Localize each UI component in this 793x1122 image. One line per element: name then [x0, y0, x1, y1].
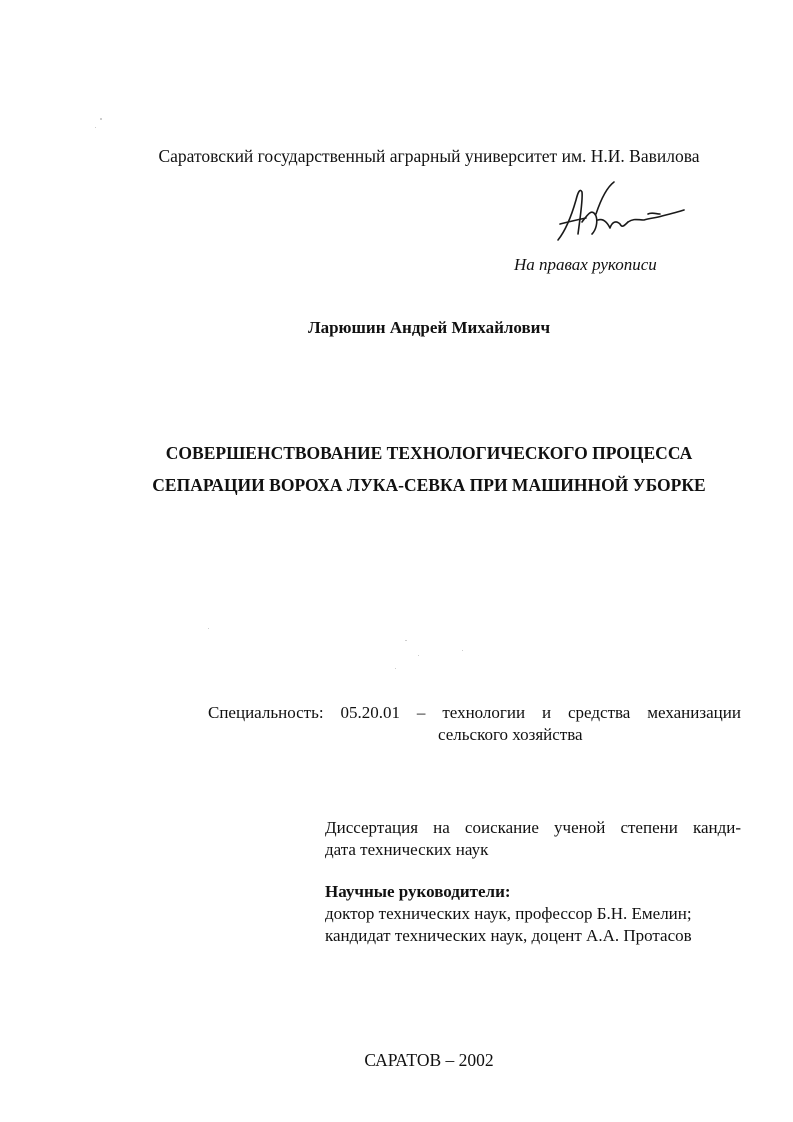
specialty-line-1	[208, 703, 741, 723]
specialty-word: Специальность:	[208, 703, 324, 722]
handwritten-signature	[552, 178, 690, 250]
specialty-word: и	[542, 703, 552, 722]
scan-speck	[418, 655, 419, 656]
dissertation-word: соискание	[464, 818, 539, 837]
title-line-1: СОВЕРШЕНСТВОВАНИЕ ТЕХНОЛОГИЧЕСКОГО ПРОЦЕССА	[165, 443, 693, 463]
manuscript-note: На правах рукописи	[514, 255, 657, 274]
dissertation-word: степени	[620, 818, 678, 837]
title-line-2: СЕПАРАЦИИ ВОРОХА ЛУКА-СЕВКА ПРИ МАШИННОЙ УБОРКЕ	[152, 475, 706, 495]
supervisor-item: кандидат технических наук, доцент А.А. Протасов	[325, 926, 692, 945]
specialty-word: –	[416, 703, 426, 722]
scan-speck	[405, 640, 407, 641]
supervisors-heading: Научные руководители:	[325, 882, 511, 901]
specialty-word: средства	[568, 703, 631, 722]
dissertation-word: на	[433, 818, 450, 837]
scan-speck	[395, 668, 396, 669]
scan-speck	[100, 118, 102, 120]
dissertation-word: канди-	[692, 818, 741, 837]
scan-speck	[208, 628, 209, 629]
specialty-line-2: сельского хозяйства	[438, 725, 583, 744]
author-name: Ларюшин Андрей Михайлович	[307, 318, 551, 337]
city-year: САРАТОВ – 2002	[364, 1050, 494, 1070]
dissertation-block	[325, 817, 741, 861]
supervisors-block	[325, 881, 741, 947]
university-name: Саратовский государственный аграрный университет им. Н.И. Вавилова	[158, 146, 700, 166]
dissertation-word: Диссертация	[325, 818, 419, 837]
dissertation-word: ученой	[554, 818, 606, 837]
specialty-word: 05.20.01	[340, 703, 400, 722]
specialty-word: технологии	[442, 703, 526, 722]
scan-speck	[95, 127, 96, 128]
specialty-block	[208, 703, 741, 745]
supervisor-item: доктор технических наук, профессор Б.Н. Емелин;	[325, 904, 692, 923]
specialty-word: механизации	[647, 703, 741, 722]
dissertation-line-2: дата технических наук	[325, 840, 489, 859]
dissertation-line-1	[325, 817, 741, 839]
scan-speck	[462, 650, 463, 651]
